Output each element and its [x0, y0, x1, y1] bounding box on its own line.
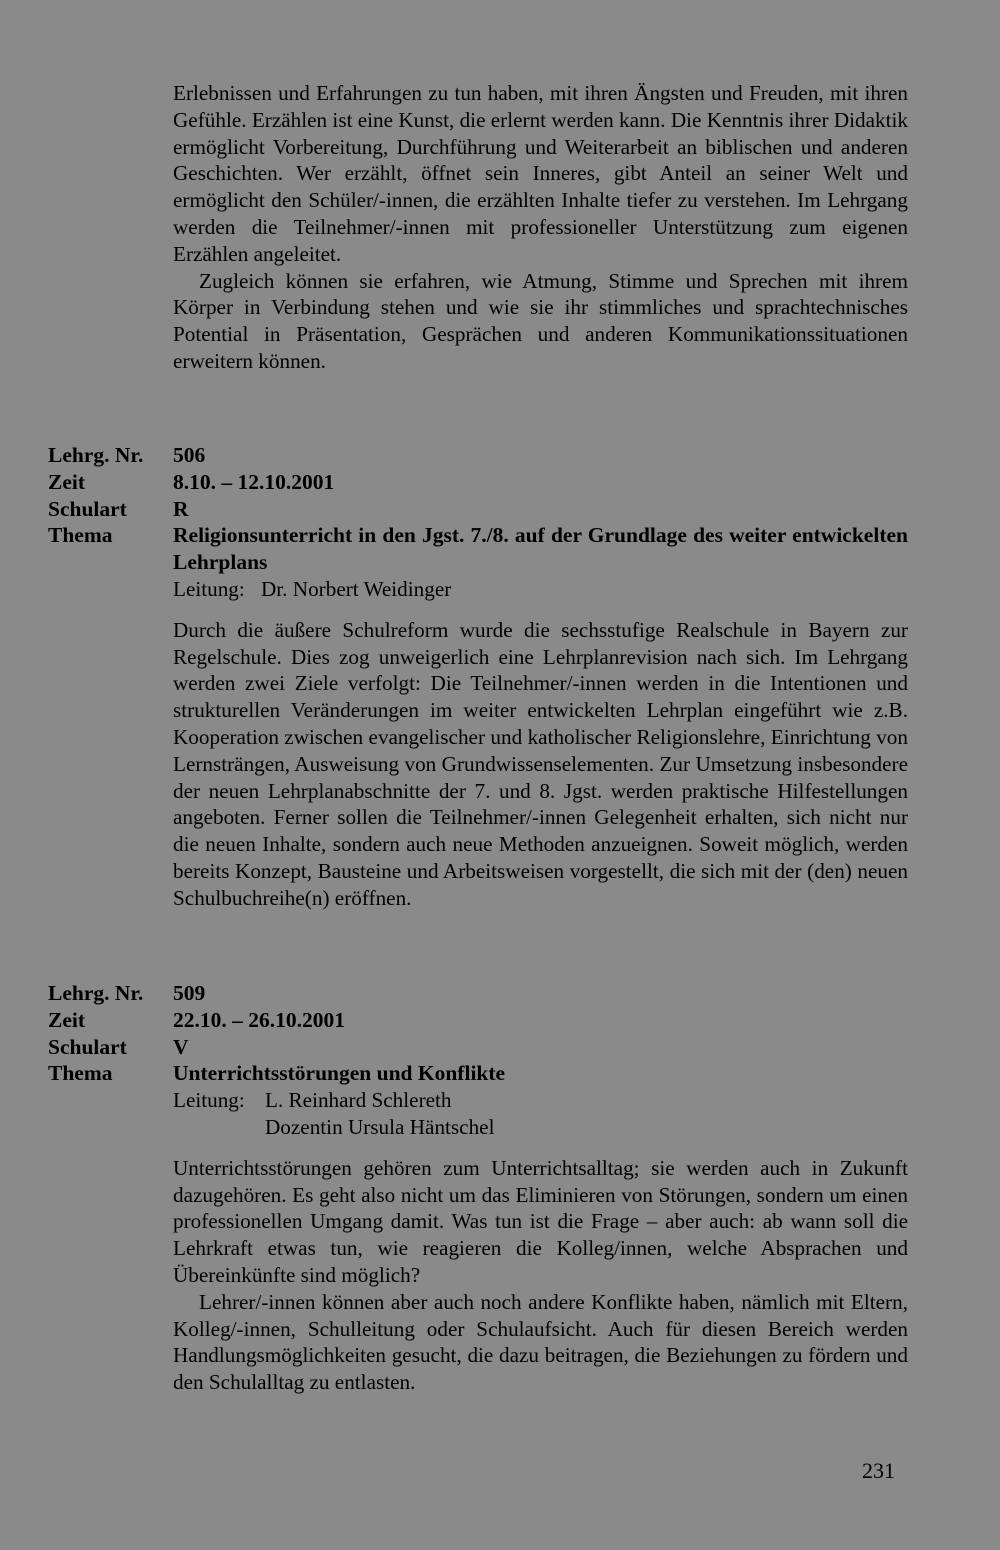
- course-leader-label: Leitung:: [173, 576, 245, 601]
- course-number-label: Lehrg. Nr.: [48, 443, 144, 467]
- course-topic-label: Thema: [48, 523, 113, 548]
- course-leader-label: Leitung:: [173, 1088, 245, 1113]
- course-topic: Religionsunterricht in den Jgst. 7./8. auf der Grundlage des weiter entwickelten Lehrplans: [173, 523, 908, 575]
- course-509: [48, 980, 908, 1396]
- course-topic-label: Thema: [48, 1061, 113, 1086]
- course-school-type-label: Schulart: [48, 1034, 127, 1059]
- course-number-label: Lehrg. Nr.: [48, 981, 144, 1005]
- course-number: 506: [173, 443, 206, 467]
- course-time-label: Zeit: [48, 1007, 86, 1032]
- course-time: 8.10. – 12.10.2001: [173, 469, 335, 494]
- course-leader-name: Dr. Norbert Weidinger: [261, 576, 452, 601]
- course-leader-name: L. Reinhard Schlereth: [265, 1088, 452, 1113]
- intro-paragraph-1: Erlebnissen und Erfahrungen zu tun haben, mit ihren Ängsten und Freuden, mit ihren Gefühle. Erzählen ist eine Kunst, die erlernt werden kann. Die Kenntnis ihrer Didaktik ermöglicht Vorbereitung, Durchführung und Weiterarbeit an biblischen und anderen Geschichten. Wer erzählt, öffnet sein Inneres, gibt Anteil an seiner Welt und ermöglicht den Schüler/-innen, die erzählten Inhalte tiefer zu verstehen. Im Lehrgang werden die Teilnehmer/-innen mit professioneller Unterstützung zum eigenen Erzählen angeleitet.: [173, 81, 908, 266]
- course-topic-row: [48, 1060, 908, 1087]
- course-topic-row: [48, 522, 908, 576]
- course-description: [173, 617, 908, 912]
- course-school-type-row: [48, 496, 908, 523]
- course-topic: Unterrichtsstörungen und Konflikte: [173, 1061, 506, 1086]
- intro-paragraph-2: Zugleich können sie erfahren, wie Atmung, Stimme und Sprechen mit ihrem Körper in Verbindung stehen und wie sie ihr stimmliches und sprachtechnisches Potential in Präsentation, Gesprächen und anderen Kommunikationssituationen erweitern können.: [173, 268, 908, 373]
- course-school-type-label: Schulart: [48, 496, 127, 521]
- course-leaders: [265, 1087, 494, 1141]
- course-school-type-row: [48, 1034, 908, 1061]
- course-number: 509: [173, 981, 206, 1005]
- course-school-type: R: [173, 496, 189, 521]
- page-number: 231: [862, 1458, 895, 1483]
- course-number-row: [48, 442, 908, 469]
- course-time-label: Zeit: [48, 469, 86, 494]
- course-leader-block: [173, 1087, 908, 1141]
- course-506: [48, 442, 908, 912]
- course-leader-name: Dozentin Ursula Häntschel: [265, 1114, 495, 1139]
- course-description-paragraph: Durch die äußere Schulreform wurde die sechsstufige Realschule in Bayern zur Regelschule. Dies zog unweigerlich eine Lehrplanrevision nach sich. Im Lehrgang werden zwei Ziele verfolgt: Die Teilnehmer/-innen werden in die Intentionen und strukturellen Veränderungen im weiter entwickelten Lehrplan eingeführt wie z.B. Kooperation zwischen evangelischer und katholischer Religionslehre, Einrichtung von Lernsträngen, Ausweisung von Grundwissenselementen. Zur Umsetzung insbesondere der neuen Lehrplanabschnitte der 7. und 8. Jgst. werden praktische Hilfestellungen angeboten. Ferner sollen die Teilnehmer/-innen Gelegenheit erhalten, sich nicht nur die neuen Inhalte, sondern auch neue Methoden anzueignen. Soweit möglich, werden bereits Konzept, Bausteine und Arbeitsweisen vorgestellt, die sich mit der (den) neuen Schulbuchreihe(n) eröffnen.: [173, 617, 908, 910]
- course-description: [173, 1155, 908, 1396]
- course-time-row: [48, 1007, 908, 1034]
- course-leaders: [261, 576, 451, 603]
- course-time: 22.10. – 26.10.2001: [173, 1007, 345, 1032]
- course-description-paragraph-2: Lehrer/-innen können aber auch noch andere Konflikte haben, nämlich mit Eltern, Kolleg/-innen, Schulleitung oder Schulaufsicht. Auch für diesen Bereich werden Handlungsmöglichkeiten gesucht, die dazu beitragen, die Beziehungen zu fördern und den Schulalltag zu entlasten.: [173, 1289, 908, 1395]
- course-description-paragraph-1: Unterrichtsstörungen gehören zum Unterrichtsalltag; sie werden auch in Zukunft dazugehören. Es geht also nicht um das Eliminieren von Störungen, sondern um einen professionellen Umgang damit. Was tun ist die Frage – aber auch: ab wann soll die Lehrkraft etwas tun, wie reagieren die Kolleg/innen, welche Absprachen und Übereinkünfte sind möglich?: [173, 1155, 908, 1287]
- course-leader-block: [173, 576, 908, 603]
- course-number-row: [48, 980, 908, 1007]
- intro-text: [173, 80, 908, 375]
- course-school-type: V: [173, 1034, 189, 1059]
- course-time-row: [48, 469, 908, 496]
